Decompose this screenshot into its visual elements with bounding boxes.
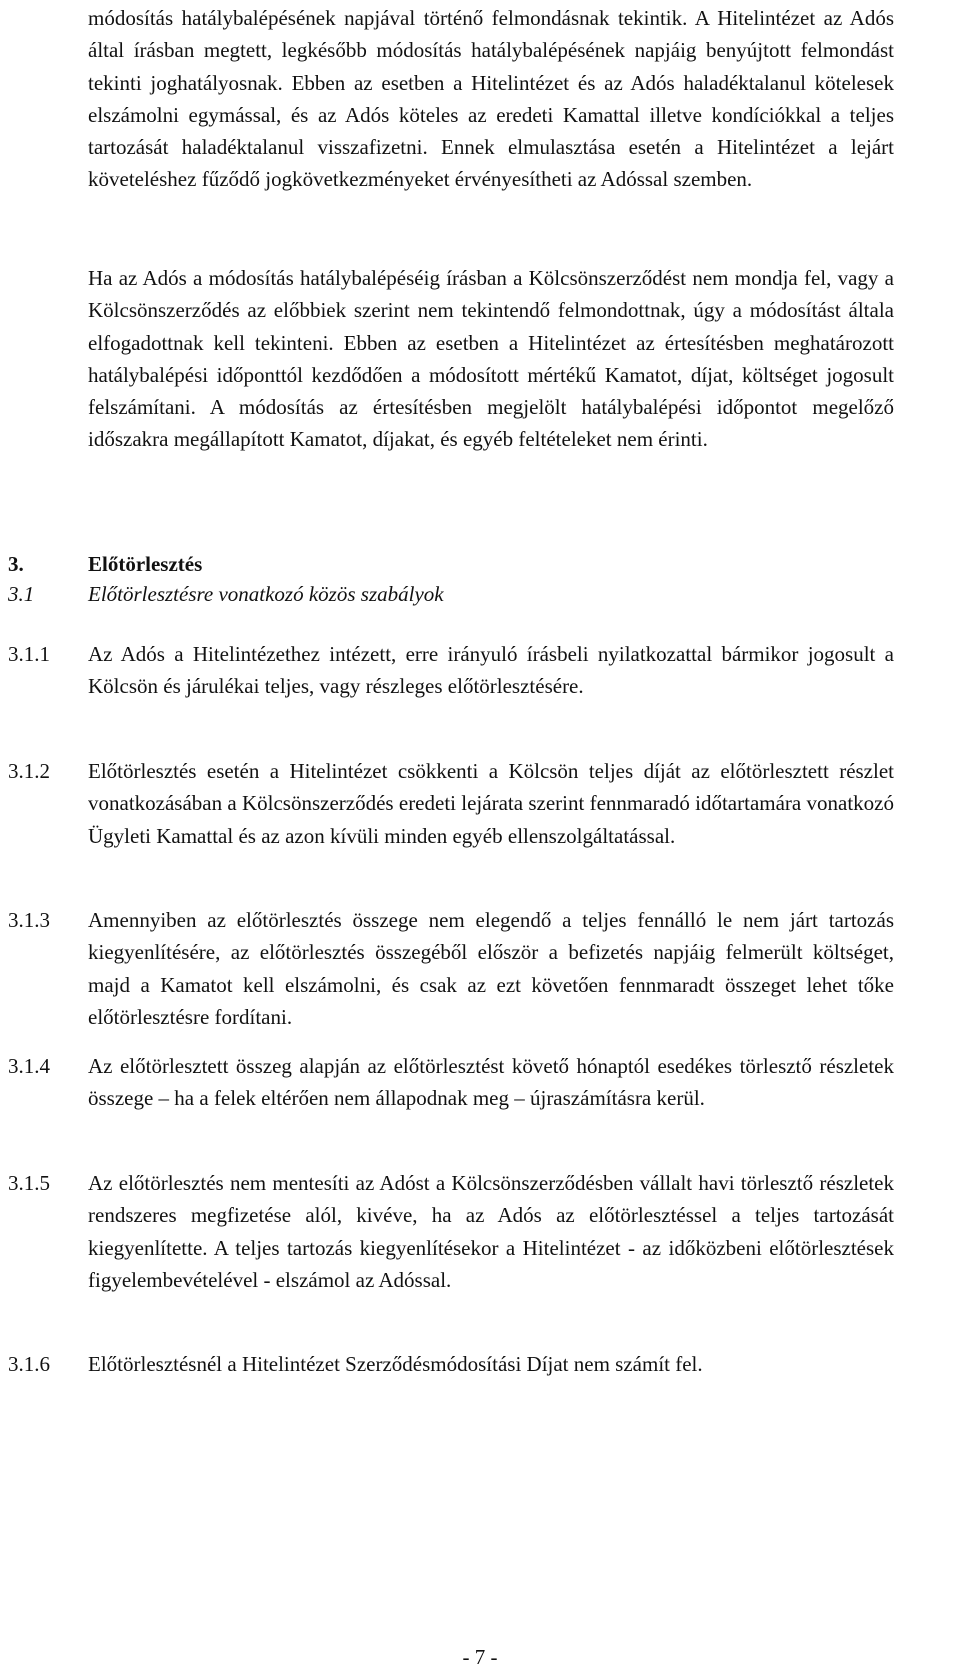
item-number: 3.1.3 (8, 908, 50, 932)
item-text: Az előtörlesztett összeg alapján az előtörlesztést követő hónaptól esedékes törlesztő részletek összege – ha a felek eltérően nem állapodnak meg – újraszámításra kerül. (88, 1054, 894, 1111)
item-text: Az Adós a Hitelintézethez intézett, erre irányuló írásbeli nyilatkozattal bármikor jogosult a Kölcsön és járulékai teljes, vagy részleges előtörlesztésére. (88, 642, 894, 699)
section-title: Előtörlesztés (88, 552, 203, 576)
item-number: 3.1.2 (8, 759, 50, 783)
item-text: Előtörlesztésnél a Hitelintézet Szerződésmódosítási Díjat nem számít fel. (88, 1352, 703, 1376)
item-text: Az előtörlesztés nem mentesíti az Adóst a Kölcsönszerződésben vállalt havi törlesztő részletek rendszeres megfizetése alól, kivéve, ha az Adós az előtörlesztéssel a teljes tartozását kiegyenlítette. A teljes tartozás kiegyenlítésekor a Hitelintézet - az időközbeni előtörlesztések figyelembevételével - elszámol az Adóssal. (88, 1171, 894, 1292)
section-number: 3. (8, 552, 24, 576)
page-number: - 7 - (462, 1645, 498, 1669)
subsection-title: Előtörlesztésre vonatkozó közös szabályok (88, 582, 444, 606)
item-number: 3.1.4 (8, 1054, 50, 1078)
item-text: Előtörlesztés esetén a Hitelintézet csökkenti a Kölcsön teljes díját az előtörlesztett részlet vonatkozásában a Kölcsönszerződés eredeti lejárata szerint fennmaradó időtartamára vonatkozó Ügyleti Kamattal és az azon kívüli minden egyéb ellenszolgáltatással. (88, 759, 894, 848)
paragraph-continuation: módosítás hatálybalépésének napjával történő felmondásnak tekintik. A Hitelintézet az Adós által írásban megtett, legkésőbb módosítás hatálybalépésének napjáig benyújtott felmondást tekinti joghatályosnak. Ebben az esetben a Hitelintézet és az Adós haladéktalanul kötelesek elszámolni egymással, és az Adós köteles az eredeti Kamattal illetve kondíciókkal a teljes tartozását haladéktalanul visszafizetni. Ennek elmulasztása esetén a Hitelintézet a lejárt követeléshez fűződő jogkövetkezményeket érvényesítheti az Adóssal szemben. (88, 6, 894, 192)
item-number: 3.1.5 (8, 1171, 50, 1195)
paragraph-acceptance: Ha az Adós a módosítás hatálybalépéséig írásban a Kölcsönszerződést nem mondja fel, vagy a Kölcsönszerződés az előbbiek szerint nem tekintendő felmondottnak, úgy a módosítást általa elfogadottnak kell tekinteni. Ebben az esetben a Hitelintézet az értesítésben meghatározott hatálybalépési időponttól kezdődően a módosított mértékű Kamatot, díjat, költséget jogosult felszámítani. A módosítás az értesítésben megjelölt hatálybalépési időpontot megelőző időszakra megállapított Kamatot, díjakat, és egyéb feltételeket nem érinti. (88, 266, 894, 452)
item-text: Amennyiben az előtörlesztés összege nem elegendő a teljes fennálló le nem járt tartozás kiegyenlítésére, az előtörlesztés összegéből először a befizetés napjáig felmerült költséget, majd a Kamatot kell elszámolni, és csak az ezt követően fennmaradt összeget lehet tőke előtörlesztésre fordítani. (88, 908, 894, 1029)
item-number: 3.1.6 (8, 1352, 50, 1376)
subsection-number: 3.1 (8, 582, 35, 606)
item-number: 3.1.1 (8, 642, 50, 666)
